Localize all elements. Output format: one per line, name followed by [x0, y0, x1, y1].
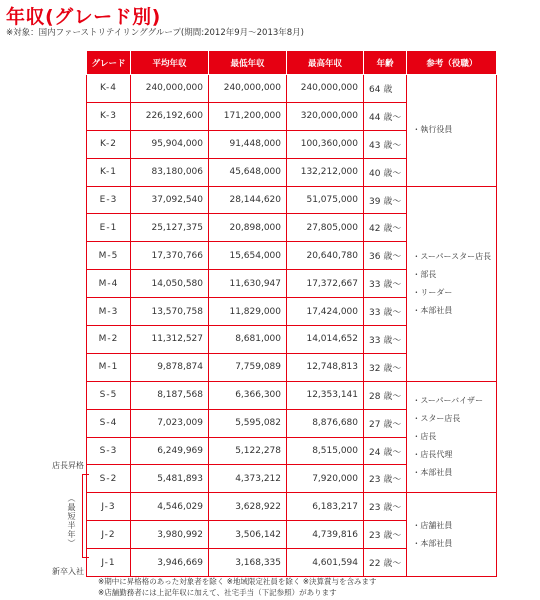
max-salary-cell: 8,515,000 — [287, 437, 364, 465]
age-cell: 24 歳〜 — [364, 437, 407, 465]
reference-role-item: ・部長 — [412, 269, 437, 279]
avg-salary-cell: 7,023,009 — [131, 409, 209, 437]
avg-salary-cell: 8,187,568 — [131, 381, 209, 409]
reference-role-item: ・スーパーバイザー — [412, 396, 484, 406]
min-salary-cell: 11,630,947 — [209, 270, 287, 298]
side-label-promotion: 店長昇格 — [52, 461, 84, 470]
table-row — [87, 493, 497, 521]
avg-salary-cell: 14,050,580 — [131, 270, 209, 298]
min-salary-cell: 91,448,000 — [209, 130, 287, 158]
max-salary-cell: 17,424,000 — [287, 298, 364, 326]
avg-salary-cell: 3,946,669 — [131, 549, 209, 577]
max-salary-cell: 12,748,813 — [287, 353, 364, 381]
avg-salary-cell: 95,904,000 — [131, 130, 209, 158]
avg-salary-cell: 4,546,029 — [131, 493, 209, 521]
age-cell: 22 歳〜 — [364, 549, 407, 577]
age-cell: 36 歳〜 — [364, 242, 407, 270]
min-salary-cell: 7,759,089 — [209, 353, 287, 381]
max-salary-cell: 27,805,000 — [287, 214, 364, 242]
grade-cell: K-3 — [87, 102, 131, 130]
min-salary-cell: 11,829,000 — [209, 298, 287, 326]
age-cell: 27 歳〜 — [364, 409, 407, 437]
age-cell: 40 歳〜 — [364, 158, 407, 186]
min-salary-cell: 5,122,278 — [209, 437, 287, 465]
min-salary-cell: 3,506,142 — [209, 521, 287, 549]
min-salary-cell: 8,681,000 — [209, 326, 287, 354]
min-salary-cell: 28,144,620 — [209, 186, 287, 214]
avg-salary-cell: 9,878,874 — [131, 353, 209, 381]
grade-cell: J-3 — [87, 493, 131, 521]
max-salary-cell: 320,000,000 — [287, 102, 364, 130]
min-salary-cell: 171,200,000 — [209, 102, 287, 130]
max-salary-cell: 100,360,000 — [287, 130, 364, 158]
footnote-2: ※店舗勤務者には上記年収に加えて、社宅手当（下記参照）があります — [98, 588, 337, 597]
grade-cell: S-3 — [87, 437, 131, 465]
side-label-duration: （最短半年） — [67, 494, 76, 548]
header-avg: 平均年収 — [131, 51, 209, 75]
avg-salary-cell: 3,980,992 — [131, 521, 209, 549]
table-body — [87, 75, 497, 577]
grade-cell: K-2 — [87, 130, 131, 158]
max-salary-cell: 8,876,680 — [287, 409, 364, 437]
avg-salary-cell: 37,092,540 — [131, 186, 209, 214]
age-cell: 43 歳〜 — [364, 130, 407, 158]
table-row — [87, 186, 497, 214]
grade-cell: M-2 — [87, 326, 131, 354]
avg-salary-cell: 11,312,527 — [131, 326, 209, 354]
grade-cell: J-2 — [87, 521, 131, 549]
age-cell: 39 歳〜 — [364, 186, 407, 214]
min-salary-cell: 3,628,922 — [209, 493, 287, 521]
age-cell: 28 歳〜 — [364, 381, 407, 409]
side-bracket — [82, 474, 89, 558]
grade-cell: K-4 — [87, 75, 131, 103]
max-salary-cell: 4,601,594 — [287, 549, 364, 577]
grade-cell: M-5 — [87, 242, 131, 270]
footnotes — [98, 576, 377, 598]
max-salary-cell: 7,920,000 — [287, 465, 364, 493]
min-salary-cell: 15,654,000 — [209, 242, 287, 270]
table-header-row — [87, 51, 497, 75]
page-title: 年収(グレード別) — [6, 6, 161, 28]
age-cell: 23 歳〜 — [364, 493, 407, 521]
avg-salary-cell: 13,570,758 — [131, 298, 209, 326]
max-salary-cell: 20,640,780 — [287, 242, 364, 270]
avg-salary-cell: 83,180,006 — [131, 158, 209, 186]
min-salary-cell: 6,366,300 — [209, 381, 287, 409]
footnote-1: ※期中に昇格格のあった対象者を除く ※地域限定社員を除く ※決算賞与を含みます — [98, 577, 377, 586]
age-cell: 64 歳 — [364, 75, 407, 103]
age-cell: 32 歳〜 — [364, 353, 407, 381]
table-row — [87, 381, 497, 409]
reference-role-item: ・店長 — [412, 432, 437, 442]
max-salary-cell: 17,372,667 — [287, 270, 364, 298]
avg-salary-cell: 25,127,375 — [131, 214, 209, 242]
reference-role-item: ・リーダー — [412, 287, 453, 297]
header-grade: グレード — [87, 51, 131, 75]
max-salary-cell: 4,739,816 — [287, 521, 364, 549]
reference-role-item: ・店長代理 — [412, 450, 453, 460]
reference-role-cell — [407, 75, 497, 187]
min-salary-cell: 45,648,000 — [209, 158, 287, 186]
grade-cell: S-4 — [87, 409, 131, 437]
max-salary-cell: 132,212,000 — [287, 158, 364, 186]
min-salary-cell: 4,373,212 — [209, 465, 287, 493]
min-salary-cell: 3,168,335 — [209, 549, 287, 577]
avg-salary-cell: 226,192,600 — [131, 102, 209, 130]
page-subtitle: ※対象：国内ファーストリテイリンググループ(期間:2012年9月〜2013年8月) — [6, 28, 304, 38]
avg-salary-cell: 240,000,000 — [131, 75, 209, 103]
reference-role-item: ・執行役員 — [412, 125, 453, 135]
age-cell: 42 歳〜 — [364, 214, 407, 242]
grade-cell: J-1 — [87, 549, 131, 577]
grade-cell: M-3 — [87, 298, 131, 326]
reference-role-item: ・店舗社員 — [412, 520, 453, 530]
header-age: 年齢 — [364, 51, 407, 75]
age-cell: 44 歳〜 — [364, 102, 407, 130]
side-label-new-grad: 新卒入社 — [52, 567, 84, 576]
min-salary-cell: 240,000,000 — [209, 75, 287, 103]
grade-cell: M-4 — [87, 270, 131, 298]
min-salary-cell: 5,595,082 — [209, 409, 287, 437]
reference-role-cell — [407, 186, 497, 381]
max-salary-cell: 6,183,217 — [287, 493, 364, 521]
reference-role-item: ・本部社員 — [412, 468, 453, 478]
age-cell: 23 歳〜 — [364, 465, 407, 493]
table-row — [87, 75, 497, 103]
min-salary-cell: 20,898,000 — [209, 214, 287, 242]
age-cell: 23 歳〜 — [364, 521, 407, 549]
reference-role-cell — [407, 493, 497, 577]
max-salary-cell: 240,000,000 — [287, 75, 364, 103]
grade-cell: S-5 — [87, 381, 131, 409]
age-cell: 33 歳〜 — [364, 326, 407, 354]
avg-salary-cell: 17,370,766 — [131, 242, 209, 270]
age-cell: 33 歳〜 — [364, 298, 407, 326]
salary-table — [86, 50, 497, 577]
grade-cell: M-1 — [87, 353, 131, 381]
reference-role-item: ・スーパースター店長 — [412, 251, 492, 261]
header-ref: 参考（役職） — [407, 51, 497, 75]
grade-cell: S-2 — [87, 465, 131, 493]
max-salary-cell: 14,014,652 — [287, 326, 364, 354]
max-salary-cell: 51,075,000 — [287, 186, 364, 214]
max-salary-cell: 12,353,141 — [287, 381, 364, 409]
grade-cell: E-1 — [87, 214, 131, 242]
reference-role-cell — [407, 381, 497, 493]
avg-salary-cell: 6,249,969 — [131, 437, 209, 465]
header-max: 最高年収 — [287, 51, 364, 75]
reference-role-item: ・本部社員 — [412, 538, 453, 548]
grade-cell: K-1 — [87, 158, 131, 186]
reference-role-item: ・本部社員 — [412, 305, 453, 315]
age-cell: 33 歳〜 — [364, 270, 407, 298]
avg-salary-cell: 5,481,893 — [131, 465, 209, 493]
reference-role-item: ・スター店長 — [412, 414, 461, 424]
grade-cell: E-3 — [87, 186, 131, 214]
header-min: 最低年収 — [209, 51, 287, 75]
